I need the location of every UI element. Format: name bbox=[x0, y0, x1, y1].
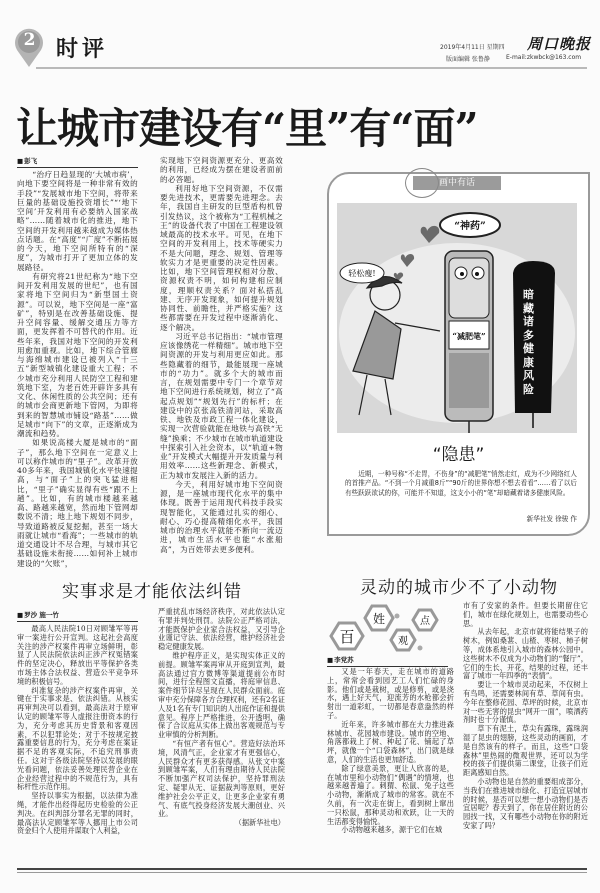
magic-label: “神药” bbox=[454, 221, 486, 232]
tab-ring-decoration bbox=[405, 168, 439, 198]
paragraph: 利用好地下空间资源，不仅需要先进技术，更需要先进理念。去年，我国自主研发的巨型盾构机曾引发热议，这个被称为“工程机械之王”的设备代表了中国在工程建设领域最高的技术水平。可见，在地下空间的开发利用上，技术等硬实力不是大问题，理念、规划、管理等软实力才是更重要的决定性因素。比如，地下空间管理权相对分散、资源权责不明，如何构建相应制度，理顺权责关系？面对私搭乱建、无序开发现象，如何提升规划协同性、前瞻性，并严格实施？这些都需要在开发过程中逐渐消化、逐个解决。 bbox=[160, 183, 283, 332]
right-article-column-1 bbox=[327, 668, 454, 866]
pen-label: “减肥笔” bbox=[452, 331, 486, 341]
contact-email: E-mail:zkwbck@163.com bbox=[506, 54, 582, 61]
speech-bubble bbox=[340, 263, 384, 283]
footer-divider bbox=[17, 868, 587, 870]
badge-char: 点 bbox=[420, 616, 430, 627]
article-source: （据新华社电） bbox=[234, 818, 285, 828]
paragraph: 坚持以事实为根据，以法律为准绳，才能作出经得起历史检验的公正判决。在纠判部分罪名无罪的同时，最高法认定顾雏军等人挪用上市公司资金归个人使用并谋取个人利益， bbox=[17, 791, 138, 836]
right-article-headline: 灵动的城市少不了小动物 bbox=[360, 578, 558, 598]
speech-bubble-text: 轻松瘦! bbox=[348, 269, 376, 278]
cartoon-section-tab: 画中有话 bbox=[413, 176, 501, 190]
paragraph: 有研究将21世纪称为“地下空间开发利用发展的世纪”，也有国家将地下空间归为“新型国土资源”。可以说，地下空间是一座“富矿”，特别是在改善基础设施、提升空间容量、缓解交通压力等方面，更发挥着不可替代的作用。近些年来，我国对地下空间的开发利用愈加重视。比如，地下综合管廊与海绵城市建设已被列入“十三五”新型城镇化建设重大工程；不少城市充分利用人民防空工程和建筑地下室，为老百姓开辟许多具有文化、休闲性质的公共空间；还有的城市会商更新地下管网，为即将到来的智慧城市铺设“路基”……做足城市“向下”的文章，正逐渐成为潮流和趋势。 bbox=[17, 271, 138, 438]
paragraph: 草下有泥土，草尖有露珠，露珠润湿了昆虫的翅膀，这些灵动的画面，才是自然该有的样子。而且，这些“口袋森林”里热闹的微观世界，还可以为学校的孩子们提供第二课堂，让孩子们近距离感知自然。 bbox=[463, 724, 588, 778]
main-article-column-1 bbox=[17, 170, 138, 568]
paragraph: 小动物越来越多，源于它们在城 bbox=[341, 825, 443, 835]
cartoon-title: “隐患” bbox=[432, 445, 485, 465]
left-article-headline: 实事求是才能依法纠错 bbox=[62, 582, 242, 602]
header-divider bbox=[36, 67, 587, 69]
paragraph: 纠准复杂的涉产权案件再审，关键在于实事求是、依法纠错。从核实再审判决可以看到，最高法对于原审认定的顾雏军等人虚报注册资本的行为，充分考虑其历史背景和客观因素，不以犯罪论处；对于不按规定披露重要信息的行为，充分考虑在案证据不足的客观实际，不追究刑事责任。这对于各级法院坚持以发展的眼光看问题，依法妥善处理民营企业在企业经营过程中的不规范行为，具有标杆性示范作用。 bbox=[17, 685, 138, 792]
main-article-headline: 让城市建设有“里”有“面” bbox=[16, 104, 478, 153]
paragraph: 除了绿意美景，更让人欣喜的是，在城市里和小动物们“偶遇”的情境，也越来越普遍了。刺猬、松鼠、兔子这些小动物，渐渐成了城市的常客。就在不久前，有一次走在街上，看到树上窜出一只松鼠，那种灵动和欢跃，让一天的生活都变得愉悦。 bbox=[327, 763, 454, 826]
cartoon-credit: 新华社发 徐骏 作 bbox=[526, 515, 577, 523]
paragraph: 实现地下空间资源更充分、更高效的利用，已经成为摆在建设者面前的必答题。 bbox=[160, 156, 283, 184]
cartoon-caption: 近期，一种号称“不走胃，不伤身”的“减肥笔”悄然走红，成为不少网络红人的首推产品。“不到一个月减重8斤”“90斤的世界你想不想去看看”……看了以后有些跃跃欲试的你，可能并不知道，这支小小的“笔”却暗藏着诸多健康风险。 bbox=[345, 470, 577, 497]
paragraph: 要让一个城市灵动起来，不仅树上有鸟鸣，还需要林间有草、草间有虫。今年在整修花园、草坪的时候，北京市对一些无害的昆虫“网开一面”，喷洒药剂时也十分谨慎。 bbox=[463, 680, 588, 725]
paragraph: 市有了安家的条件。但要长期留住它们，城市在绿化规划上，也需要动些心思。 bbox=[463, 601, 588, 628]
weight-loss-pen-figure bbox=[445, 251, 493, 433]
cartoon-illustration bbox=[337, 203, 577, 433]
left-article-column-1 bbox=[17, 625, 138, 865]
section-name: 时评 bbox=[56, 36, 109, 62]
left-article-column-2 bbox=[158, 608, 285, 866]
paragraph: 从去年起，北京市就将能结果子的树木，例如桑葚、山楂、枣树、柿子树等，成体系地引入城市的森林公园中。这些树木不仅成为小动物们的“餐厅”，它们的生长、开花、结果的过程，还丰富了城市一年四季的“表情”。 bbox=[463, 627, 588, 681]
page-number: 2 bbox=[23, 30, 36, 50]
paragraph: 最高人民法院10日对顾雏军等再审一案进行公开宣判。这起社会高度关注的涉产权案件再审立场鲜明，彰显了人民法院依法纠正涉产权冤错案件的坚定决心，释放出平等保护各类市场主体合法权益、营造公平竞争环境的积极信号。 bbox=[17, 624, 138, 686]
badge-char: 观 bbox=[398, 636, 408, 647]
paragraph: 习近平总书记指出：“城市管理应该像绣花一样精细”。城市地下空间资源的开发与利用更应如此。那些隐藏着的细节，最能展现一座城市的“功力”。就多个大的城市而言，在规划需要中专门一个章节对地下空间进行系统规划，树立了“高起点规划”“规划先行”的标杆；在建设中的京张高铁清河站，采取高铁、地铁及市政工程一体化建设，实现一次营验就能在地铁与高铁“无缝”换乘；不少城市在城市轨道建设中探索引入社会资本，以“轨道+物业”开发模式大幅提升开发质量与利用效率……这些新理念、新模式，正为城市发展注入新的活力。 bbox=[160, 331, 283, 480]
badge-char: 姓 bbox=[372, 612, 386, 626]
paragraph: 小动物也是自然的重要组成部分，当我们在推进城市绿化、打造宜居城市的时候，是否可以想一想小动物们是否宜居呢？春天到了，你在居住附近的公园找一找，又有哪些小动物在你的附近安家了吗？ bbox=[463, 776, 588, 830]
paragraph: 维护程序正义，是实现实体正义的前提。顾雏军案再审从开庭到宣判，最高法通过官方微博等渠道提前公布时间，进行全程图文直播，将庭审信息、案件细节详尽呈现在人民群众面前。庭审中充分保障各方合理权利，还有2名证人及1名有专门知识的人出庭作证和提供意见。程序上严格推进，公开透明，确保了合议庭从实体上做出客观规范与专业审慎的分析判断。 bbox=[158, 650, 285, 740]
magic-bubble bbox=[440, 213, 500, 237]
left-article-byline: ■ 罗沙 施一竹 bbox=[17, 610, 138, 622]
main-article-column-2 bbox=[160, 156, 283, 554]
page-editor: 版面编辑 张鲁静 bbox=[446, 56, 490, 63]
paragraph: 又是一年春天，走在城市的道路上，常常会看到园艺工人们忙碌的身影。他们或是栽树，或是修剪，或是浇水，遇上好天气，迎流芳的水枪都会折射出一道彩虹，一切都是春意盎然的样子。 bbox=[327, 667, 454, 720]
paragraph: “有恒产者有恒心”。营造好法治环境，风清气正，企业家才有更强信心，人民群众才有更多获得感。从张文中案到顾雏军案，人们有理由期待人民法院不断加强产权司法保护，坚持罪刑法定、疑罪从无、证据裁判等原则，更好维护社会公平正义，让更多企业家有勇气、有底气投身经济发展大潮创业、兴业。 bbox=[158, 738, 285, 819]
newspaper-logo: 周口晚报 bbox=[527, 35, 592, 53]
column-badge bbox=[327, 598, 442, 656]
paragraph: 今天，利用好城市地下空间资源，是一座城市现代化水平的集中体现。既善于运用现代科技手段实现智能化，又能通过扎实的细心、耐心、巧心提高精细化水平，我国城市的治理水平就能不断向一流迈进，城市生活水平也能“水涨船高”，为百姓带去更多便利。 bbox=[160, 479, 283, 554]
paragraph: 近年来，许多城市都在大力推进森林城市、花园城市建设。城市的空地、角落都栽上了树、种起了花、铺起了草坪，就像一个“口袋森林”，出门就是绿意，人们的生活也更加舒适。 bbox=[327, 719, 454, 764]
right-article-column-2 bbox=[463, 602, 588, 866]
main-article-byline: ■ 彭飞 bbox=[17, 156, 138, 168]
issue-date: 2019年4月11日 星期四 bbox=[440, 44, 505, 51]
badge-char: 百 bbox=[339, 628, 355, 646]
paragraph: 严重扰乱市场经济秩序，对此依法认定有罪并判处刑罚。法院公正严格司法，才能既保护企业家合法权益，又引导企业谨记守法、依法经营，维护经济社会稳定健康发展。 bbox=[158, 607, 285, 652]
right-article-byline: ■ 李党苏 bbox=[327, 655, 448, 667]
shadow-pen-text: 暗藏诸多健康风险 bbox=[523, 288, 534, 396]
footer-divider-thin bbox=[17, 872, 587, 873]
paragraph: “治疗日趋显现的‘大城市病’，向地下要空间将是一种非常有效的手段”“发展城市地下空间，将带来巨量的基础设施投资增长”“‘地下空间’开发利用有必要纳入国家战略”……随着城市化的推进，地下空间的开发利用越来越成为媒体热点话题。在“高度”“广度”不断拓展的今天，地下空间所特有的“深度”，为城市打开了更加立体的发展路径。 bbox=[17, 170, 138, 272]
paragraph: 如果说高楼大厦是城市的“面子”，那么地下空间在一定意义上可以称作城市的“里子”。改革开放40多年来，我国城镇化水平快速提高，与“面子”上的突飞猛进相比，“里子”确实显得有些“跟不上趟”。比如，有的城市楼越来越高、路越来越宽，然而地下管网却数说不清；地上地下规划不同步，导致道路被反复挖掘，甚至一场大雨就让城市“看海”；一些城市的轨道交通设计不尽合理，与城市其它基础设施未衔接……如何补上城市建设的“欠账”， bbox=[17, 438, 138, 568]
